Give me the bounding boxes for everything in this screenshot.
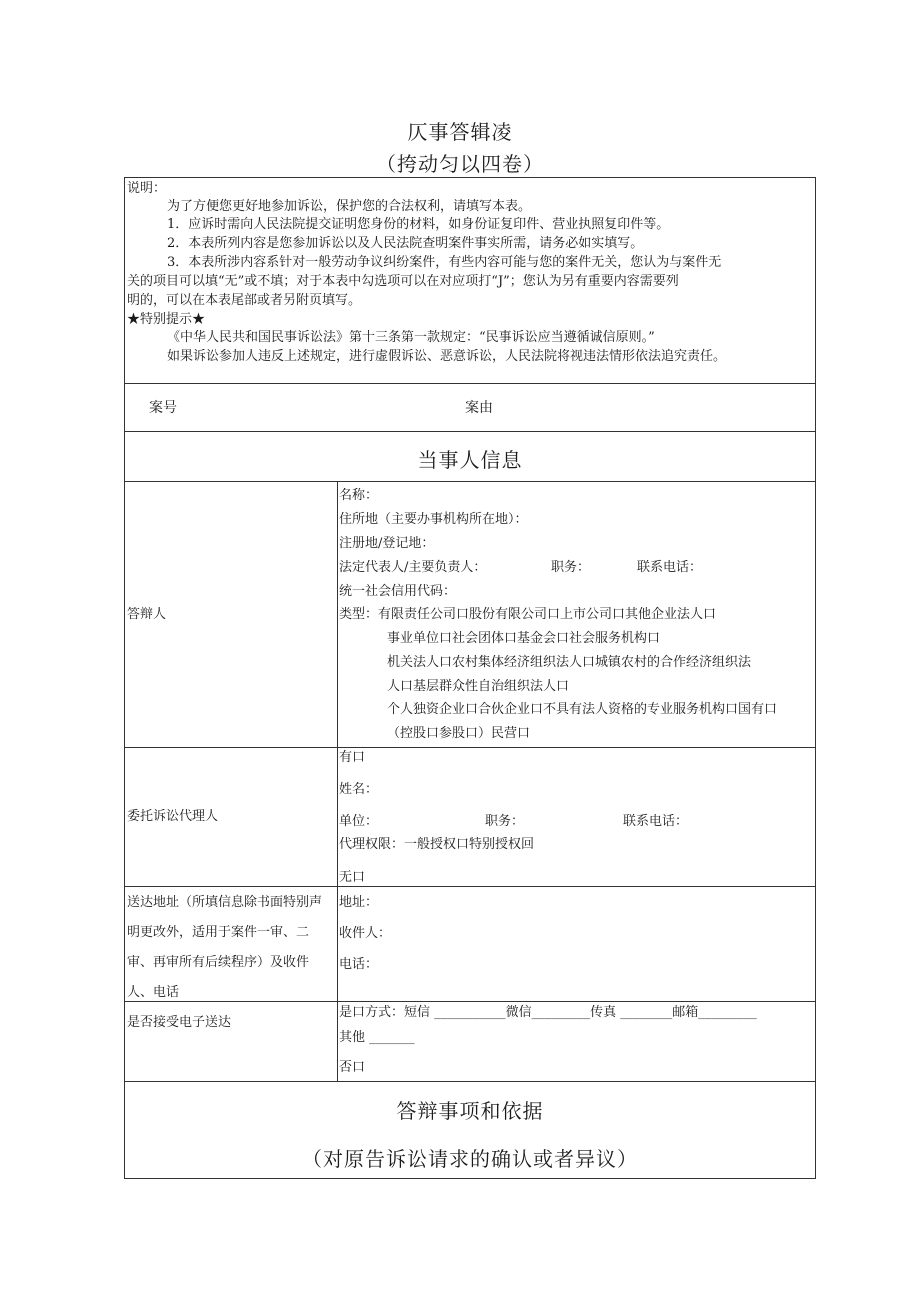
delivery-label-line-1: 送达地址（所填信息除书面特别声 (127, 895, 323, 910)
notes-intro: 为了方便您更好地参加诉讼，保护您的合法权利，请填写本表。 (167, 199, 532, 214)
delivery-label-line-2: 明更改外，适用于案件一审、二 (127, 925, 310, 940)
notes-item-1: 1．应诉时需向人民法院提交证明您身份的材料，如身份证复印件、营业执照复印件等。 (167, 217, 670, 232)
agent-phone-field[interactable]: 联系电话： (623, 814, 689, 829)
document-subtitle: （挎动匀以四卷） (376, 152, 544, 176)
delivery-label-line-3: 审、再审所有后续程序）及收件 (127, 955, 310, 970)
agent-position-field[interactable]: 职务： (485, 814, 525, 829)
agent-authority-field[interactable]: 代理权限：一般授权口特别授权回 (339, 837, 535, 852)
agent-has-checkbox[interactable]: 有口 (339, 750, 366, 765)
agent-label: 委托诉讼代理人 (127, 809, 219, 824)
respondent-type-line-1[interactable]: 类型：有限责任公司口股份有限公司口上市公司口其他企业法人口 (339, 607, 717, 622)
respondent-credit-code-field[interactable]: 统一社会信用代码： (339, 584, 457, 599)
special-line-1: 《中华人民共和国民事诉讼法》第十三条第一款规定：“民事诉讼应当遵循诚信原则。” (167, 330, 655, 345)
respondent-type-line-6[interactable]: （控股口参股口）民营口 (387, 726, 531, 741)
defense-section-title: 答辩事项和依据 (396, 1099, 544, 1123)
defense-section-subtitle: （对原告诉讼请求的确认或者异议） (302, 1147, 638, 1171)
case-cause-label: 案由 (465, 400, 493, 416)
special-line-2: 如果诉讼参加人违反上述规定，进行虚假诉讼、恶意诉讼，人民法院将视违法情形依法追究责任。 (167, 349, 727, 364)
parties-section-title: 当事人信息 (417, 448, 523, 472)
respondent-address-field[interactable]: 住所地（主要办事机构所在地）： (339, 512, 528, 527)
electronic-no-checkbox[interactable]: 否口 (339, 1060, 366, 1075)
electronic-other-field[interactable]: 其他 _______ (339, 1030, 415, 1045)
notes-heading: 说明： (127, 181, 167, 196)
electronic-yes-line[interactable]: 是口方式：短信 ___________微信_________传真 ________邮箱_________ (339, 1005, 757, 1020)
delivery-address-field[interactable]: 地址： (339, 895, 379, 910)
notes-item-3-line2: 关的项目可以填“无”或不填；对于本表中勾选项可以在对应项打“J”；您认为另有重要内容需要列 (127, 274, 679, 289)
respondent-name-field[interactable]: 名称： (339, 488, 379, 503)
respondent-label: 答辩人 (127, 607, 167, 622)
case-number-label: 案号 (149, 400, 177, 416)
notes-item-2: 2．本表所列内容是您参加诉讼以及人民法院查明案件事实所需，请务必如实填写。 (167, 236, 644, 251)
special-heading: ★特别提示★ (127, 312, 206, 327)
respondent-position-field[interactable]: 职务： (551, 560, 591, 575)
notes-item-3-line1: 3．本表所涉内容系针对一般劳动争议纠纷案件，有些内容可能与您的案件无关，您认为与案件无 (167, 255, 722, 270)
respondent-registered-field[interactable]: 注册地/登记地： (339, 536, 435, 551)
delivery-phone-field[interactable]: 电话： (339, 957, 379, 972)
respondent-type-line-4[interactable]: 人口基层群众性自治组织法人口 (387, 679, 570, 694)
respondent-type-line-3[interactable]: 机关法人口农村集体经济组织法人口城镇农村的合作经济组织法 (387, 655, 752, 670)
electronic-label: 是否接受电子送达 (127, 1015, 232, 1030)
respondent-type-line-2[interactable]: 事业单位口社会团体口基金会口社会服务机构口 (387, 631, 661, 646)
respondent-phone-field[interactable]: 联系电话： (637, 560, 703, 575)
agent-unit-field[interactable]: 单位： (339, 814, 379, 829)
response-form (124, 177, 816, 1179)
agent-none-checkbox[interactable]: 无口 (339, 870, 366, 885)
delivery-label-line-4: 人、电话 (127, 985, 180, 1000)
agent-name-field[interactable]: 姓名： (339, 782, 379, 797)
respondent-type-line-5[interactable]: 个人独资企业口合伙企业口不具有法人资格的专业服务机构口国有口 (387, 702, 778, 717)
respondent-legal-rep-field[interactable]: 法定代表人/主要负责人： (339, 560, 487, 575)
document-title: 仄事答辑凌 (407, 120, 513, 144)
delivery-recipient-field[interactable]: 收件人： (339, 926, 392, 941)
notes-item-3-line3: 明的，可以在本表尾部或者另附页填写。 (127, 293, 362, 308)
